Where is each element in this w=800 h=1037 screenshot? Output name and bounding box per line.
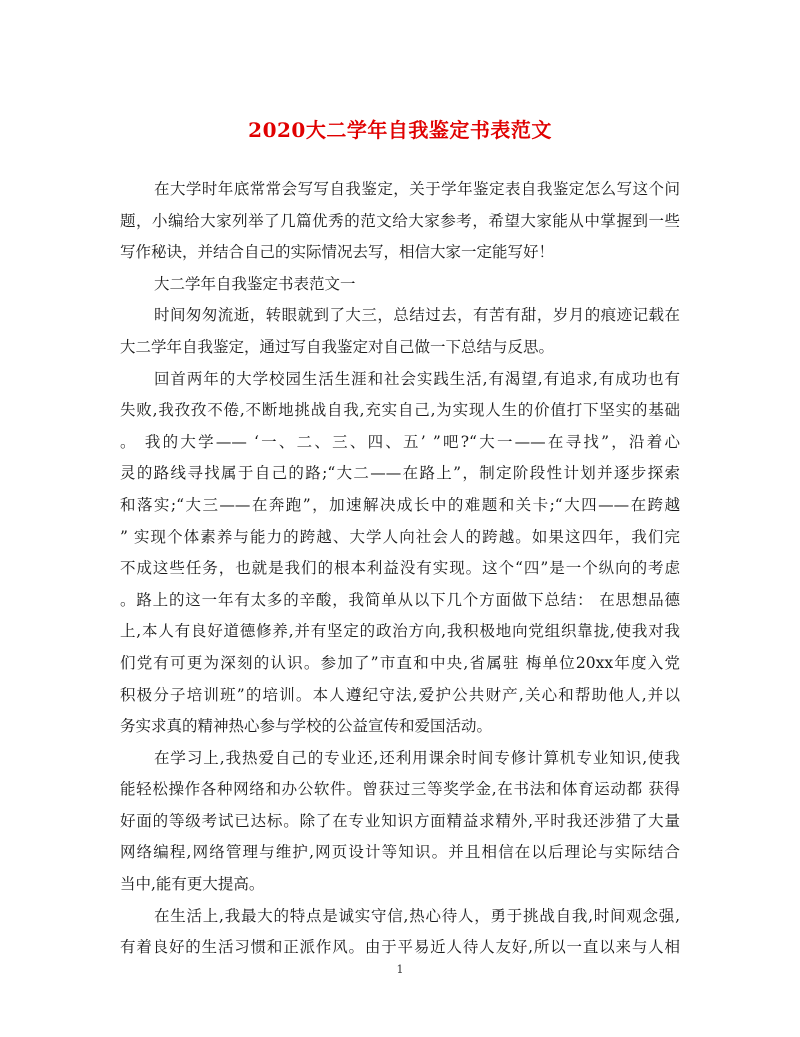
text-line: 在生活上,我最大的特点是诚实守信,热心待人，勇于挑战自我,时间观念强, xyxy=(154,906,680,925)
text-line: 在学习上,我热爱自己的专业还,还利用课余时间专修计算机专业知识,使我 xyxy=(154,748,680,767)
document-body xyxy=(120,174,680,964)
text-line: 有着良好的生活习惯和正派作风。由于平易近人待人友好,所以一直以来与人相 xyxy=(120,938,680,957)
text-line: 和落实;“大三——在奔跑”，加速解决成长中的难题和关卡;“大四——在跨越 xyxy=(120,495,680,514)
text-line: ” 实现个体素养与能力的跨越、大学人向社会人的跨越。如果这四年，我们完 xyxy=(120,527,680,546)
text-line: 。 我的大学—— ‘一、二、三、四、五’ ”吧?“大一——在寻找”，沿着心 xyxy=(120,432,680,451)
text-line: 灵的路线寻找属于自己的路;“大二——在路上”，制定阶段性计划并逐步探索 xyxy=(120,464,680,483)
text-line: 在大学时年底常常会写写自我鉴定，关于学年鉴定表自我鉴定怎么写这个问 xyxy=(154,180,680,198)
document-title: 2020大二学年自我鉴定书表范文 xyxy=(248,118,552,142)
text-line: 上,本人有良好道德修养,并有坚定的政治方向,我积极地向党组织靠拢,使我对我 xyxy=(120,622,680,641)
text-line: 写作秘诀，并结合自己的实际情况去写，相信大家一定能写好！ xyxy=(120,243,555,262)
text-line: 当中,能有更大提高。 xyxy=(120,875,265,894)
text-line: 不成这些任务，也就是我们的根本利益没有实现。这个“四”是一个纵向的考虑 xyxy=(120,559,680,578)
text-line: 们党有可更为深刻的认识。参加了”市直和中央,省属驻 梅单位20xx年度入党 xyxy=(120,653,680,672)
text-line: 回首两年的大学校园生活生涯和社会实践生活,有渴望,有追求,有成功也有 xyxy=(154,369,680,388)
section-heading: 大二学年自我鉴定书表范文一 xyxy=(154,274,356,293)
text-line: 能轻松操作各种网络和办公软件。曾获过三等奖学金,在书法和体育运动都 获得 xyxy=(120,780,680,799)
text-line: 务实求真的精神热心参与学校的公益宣传和爱国活动。 xyxy=(120,717,493,736)
text-line: 失败,我孜孜不倦,不断地挑战自我,充实自己,为实现人生的价值打下坚实的基础 xyxy=(120,401,680,420)
text-line: 题，小编给大家列举了几篇优秀的范文给大家参考，希望大家能从中掌握到一些 xyxy=(120,211,680,230)
text-line: 好面的等级考试已达标。除了在专业知识方面精益求精外,平时我还涉猎了大量 xyxy=(120,811,680,830)
text-line: 时间匆匆流逝，转眼就到了大三，总结过去，有苦有甜，岁月的痕迹记载在 xyxy=(154,306,680,325)
text-line: 积极分子培训班”的培训。本人遵纪守法,爱护公共财产,关心和帮助他人,并以 xyxy=(120,685,680,704)
text-line: 网络编程,网络管理与维护,网页设计等知识。并且相信在以后理论与实际结合 xyxy=(120,843,680,862)
page-number: 1 xyxy=(396,963,404,976)
text-line: 。路上的这一年有太多的辛酸，我简单从以下几个方面做下总结： 在思想品德 xyxy=(120,590,680,609)
text-line: 大二学年自我鉴定，通过写自我鉴定对自己做一下总结与反思。 xyxy=(120,337,555,356)
